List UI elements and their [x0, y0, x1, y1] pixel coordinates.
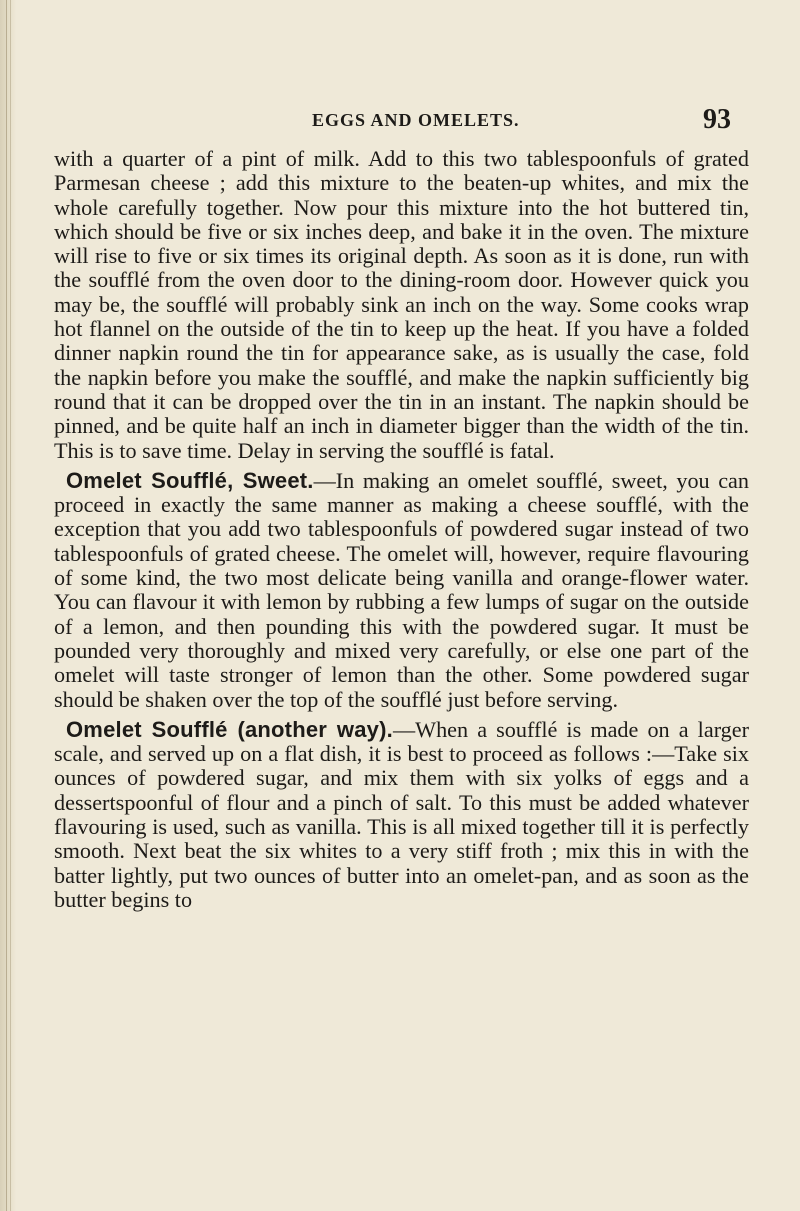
- paragraph-text: —When a soufflé is made on a larger scale, and served up on a flat dish, it is best to proceed as follows :—Take six ounces of powdered sugar, and mix them with six yolks of eggs and a dessertspoonful of flour and a pinch of salt. To this must be added whatever flavouring is used, such as vanilla. This is all mixed together till it is perfectly smooth. Next beat the six whites to a very stiff froth ; mix this in with the batter lightly, put two ounces of butter into an omelet-pan, and as soon as the butter begins to: [54, 716, 750, 912]
- section-heading: Omelet Soufflé, Sweet.: [66, 467, 314, 493]
- running-title: EGGS AND OMELETS.: [312, 110, 520, 130]
- page-header: [0, 104, 800, 134]
- gutter-line: [10, 0, 11, 1211]
- section-heading: Omelet Soufflé (another way).: [66, 716, 393, 742]
- paragraph: [54, 147, 749, 463]
- paragraph: [54, 718, 749, 912]
- paragraph-text: with a quarter of a pint of milk. Add to this two tablespoonfuls of grated Parmesan cheese ; add this mixture to the beaten-up whites, and mix the whole carefully together. Now pour this mixture into the hot buttered tin, which should be five or six inches deep, and bake it in the oven. The mixture will rise to five or six times its original depth. As soon as it is done, run with the soufflé from the oven door to the dining-room door. However quick you may be, the soufflé will probably sink an inch on the way. Some cooks wrap hot flannel on the outside of the tin to keep up the heat. If you have a folded dinner napkin round the tin for appearance sake, as is usually the case, fold the napkin before you make the soufflé, and make the napkin sufficiently big round that it can be dropped over the tin in an instant. The napkin should be pinned, and be quite half an inch in diameter bigger than the width of the tin. This is to save time. Delay in serving the soufflé is fatal.: [54, 146, 749, 463]
- page-number: 93: [703, 104, 731, 135]
- gutter-line: [6, 0, 7, 1211]
- paragraph: [54, 469, 749, 712]
- paragraph-text: —In making an omelet soufflé, sweet, you can proceed in exactly the same manner as making a cheese soufflé, with the exception that you add two tablespoonfuls of powdered sugar instead of two tablespoonfuls of grated cheese. The omelet will, however, require flavouring of some kind, the two most delicate being vanilla and orange-flower water. You can flavour it with lemon by rubbing a few lumps of sugar on the outside of a lemon, and then pounding this with the powdered sugar. It must be pounded very thoroughly and mixed very carefully, or else one part of the omelet will taste stronger of lemon than the other. Some powdered sugar should be shaken over the top of the soufflé just before serving.: [54, 467, 749, 712]
- body-text: [54, 147, 749, 912]
- page-gutter: [0, 0, 16, 1211]
